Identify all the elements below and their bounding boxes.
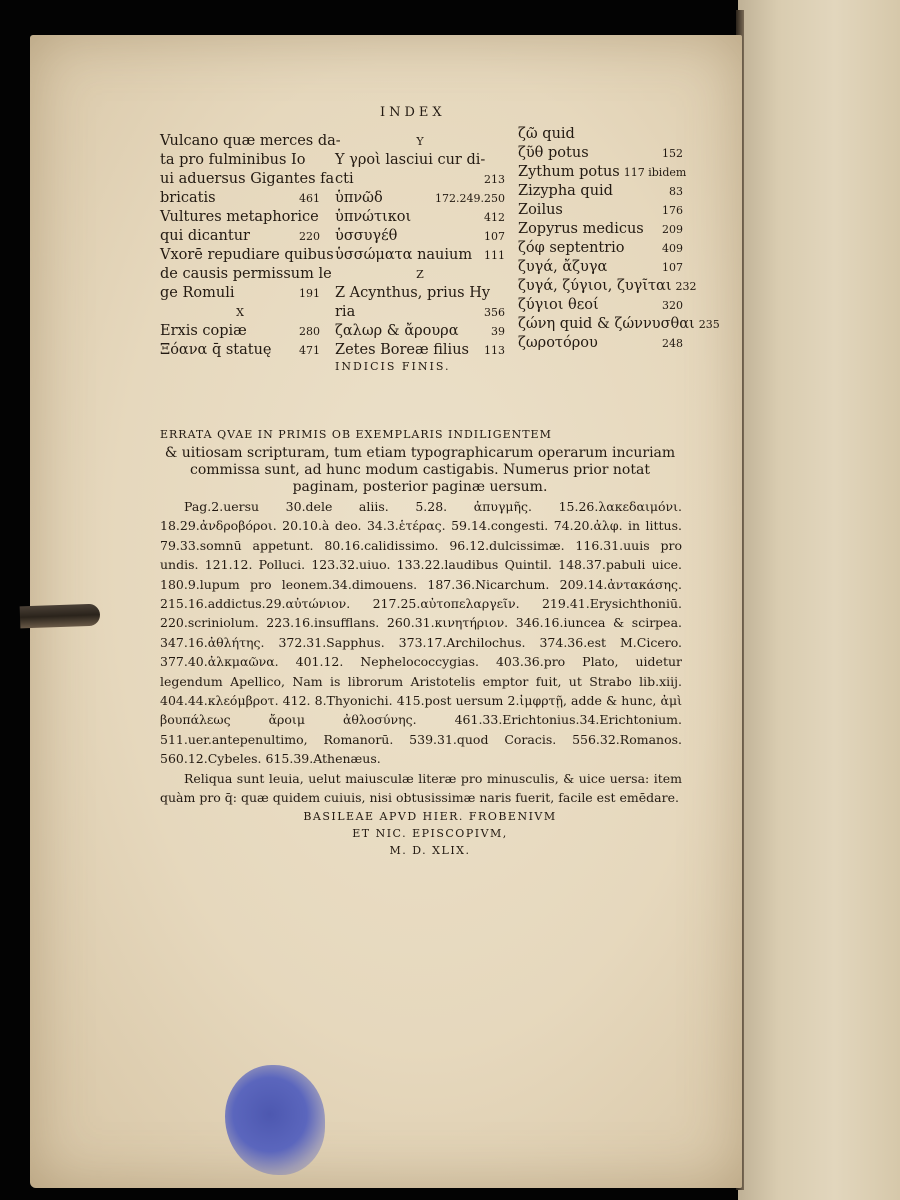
index-entry (160, 151, 320, 170)
index-entry-term: ζυγά, ζύγιοι, ζυγῖται (518, 278, 672, 294)
index-entry-term: Ζ Acynthus, prius Hy (335, 285, 491, 301)
index-entry (335, 284, 505, 303)
index-entry-term: Vulcano quæ merces da- (160, 133, 341, 149)
index-entry-page: 113 (484, 344, 505, 357)
index-entry-page: 152 (662, 147, 683, 160)
colophon (230, 808, 630, 859)
index-entry (518, 258, 683, 277)
index-entry (335, 227, 505, 246)
index-entries-v (160, 132, 341, 303)
index-entry-page: 471 (299, 344, 320, 357)
index-column-1 (160, 132, 341, 360)
index-entry-term: Zythum potus (518, 164, 620, 180)
index-entry (518, 125, 683, 144)
index-entry (335, 151, 505, 170)
index-entry-term: ζόφ septentrio (518, 240, 625, 256)
index-entry (518, 334, 683, 353)
index-entry (160, 322, 320, 341)
index-entry (160, 341, 320, 360)
index-entry (335, 341, 505, 360)
index-entry (335, 303, 505, 322)
index-entry-term: ὑσσώματα nauium (335, 247, 473, 263)
page-header: INDEX (380, 105, 446, 120)
index-entry (160, 265, 332, 284)
index-entry-term: ui aduersus Gigantes fa (160, 171, 335, 187)
index-entry-page: 409 (662, 242, 683, 255)
index-entry-term: ζῶ quid (518, 126, 575, 142)
index-entry (335, 246, 505, 265)
index-entry (518, 220, 683, 239)
index-entries-x (160, 322, 320, 360)
index-entry-term: Zoilus (518, 202, 563, 218)
index-entry-term: Zopyrus medicus (518, 221, 644, 237)
index-entry-page: 172.249.250 (435, 192, 505, 205)
index-entry-term: ζωροτόρου (518, 335, 598, 351)
index-entry (335, 322, 505, 341)
index-entry-term: ζαλωρ & ἄρουρα (335, 323, 459, 339)
index-entry (160, 246, 334, 265)
ink-stain (225, 1065, 325, 1175)
index-entry-term: ζώνη quid & ζώννυσθαι (518, 316, 695, 332)
section-letter-y: Y (416, 135, 424, 148)
index-column-3 (518, 125, 720, 353)
index-entry-term: Erxis copiæ (160, 323, 247, 339)
index-entry-term: ζύγιοι θεοί (518, 297, 599, 313)
index-entry (160, 208, 320, 227)
index-entries-y (335, 151, 505, 265)
index-entry-page: 235 (698, 318, 720, 331)
index-entry (518, 144, 683, 163)
index-entry-page: 191 (299, 287, 320, 300)
index-entry (160, 189, 320, 208)
index-entry-term: de causis permissum le (160, 266, 332, 282)
index-entry-term: ta pro fulminibus Io (160, 152, 306, 168)
index-entry-term: Ξόανα q̄ statuę (160, 342, 272, 358)
index-entry (335, 208, 505, 227)
colophon-line-2: ET NIC. EPISCOPIVM, (352, 827, 508, 840)
index-entry-page: 412 (484, 211, 505, 224)
index-entry (335, 189, 505, 208)
index-entry (160, 170, 335, 189)
index-entry (518, 315, 720, 334)
index-entry-term: ὑσσυγέθ (335, 228, 398, 244)
index-entry-page: 213 (484, 173, 505, 186)
index-entry-term: qui dicantur (160, 228, 250, 244)
index-entry (335, 170, 505, 189)
index-entry-page: 248 (662, 337, 683, 350)
index-entry-term: Zizypha quid (518, 183, 613, 199)
section-letter-x: X (236, 306, 244, 319)
index-entry-term: ζυγά, ἄζυγα (518, 259, 608, 275)
index-entry-term: cti (335, 171, 354, 187)
index-entry (160, 284, 320, 303)
index-entry-term: bricatis (160, 190, 216, 206)
index-entry-page: 280 (299, 325, 320, 338)
index-entry (518, 277, 697, 296)
index-entry-term: Vultures metaphorice (160, 209, 319, 225)
index-entry (518, 182, 683, 201)
index-entry-page: 320 (662, 299, 683, 312)
index-entries-zeta (518, 125, 720, 353)
index-entry-page: 39 (491, 325, 505, 338)
next-page-edge (738, 0, 900, 1200)
index-entry-page: 117 ibidem (623, 166, 687, 179)
index-entry-term: ria (335, 304, 356, 320)
index-entry-page: 176 (662, 204, 683, 217)
index-entry (518, 239, 683, 258)
index-entry (518, 201, 683, 220)
index-end-marker: INDICIS FINIS. (335, 360, 451, 373)
colophon-line-3: M. D. XLIX. (389, 844, 471, 857)
colophon-line-1: BASILEAE APVD HIER. FROBENIVM (303, 810, 557, 823)
index-entry (160, 227, 320, 246)
index-entry-term: ὑπνῶδ (335, 190, 383, 206)
index-entry-page: 107 (484, 230, 505, 243)
errata-body (160, 497, 682, 808)
errata-intro: & uitiosam scripturam, tum etiam typographicarum operarum incuriam commissa sunt, ad hunc modum castigabis. Numerus prior notat paginam, posterior paginæ uersum. (164, 445, 676, 495)
errata-title: ERRATA QVAE IN PRIMIS OB EXEMPLARIS INDILIGENTEM (160, 428, 552, 441)
index-entry-page: 111 (484, 249, 505, 262)
section-letter-z: Z (416, 268, 424, 281)
index-entry-term: Vxorē repudiare quibus (160, 247, 334, 263)
index-entry (160, 132, 341, 151)
index-entry-page: 461 (299, 192, 320, 205)
index-entry (518, 296, 683, 315)
errata-closing: Reliqua sunt leuia, uelut maiusculæ literæ pro minusculis, & uice uersa: item quàm pro q̄: quæ quidem cuiuis, nisi obtusissimæ naris fuerit, facile est emēdare. (160, 770, 682, 806)
index-entry-term: ὑπνώτικοι (335, 209, 412, 225)
index-entry-page: 107 (662, 261, 683, 274)
index-entry-term: Υ γροὶ lasciui cur di- (335, 152, 486, 168)
index-entry (518, 163, 687, 182)
index-column-2 (335, 132, 505, 360)
index-entry-term: Zetes Boreæ filius (335, 342, 469, 358)
index-entry-page: 220 (299, 230, 320, 243)
index-entry-page: 232 (675, 280, 697, 293)
index-entry-term: ζῦθ potus (518, 145, 589, 161)
index-entries-z (335, 284, 505, 360)
bookmark-ribbon (20, 604, 101, 629)
errata-list: Pag.2.uersu 30.dele aliis. 5.28. ἀπυγμῆς. 15.26.λακεδαιμόνι. 18.29.ἀνδροβόροι. 20.10.à deo. 34.3.ἑτέρας. 59.14.congesti. 74.20.ἀλφ. in littus. 79.33.somnū appetunt. 80.16.calidissimo. 96.12.dulcissimæ. 116.31.uuis pro undis. 121.12. Polluci. 123.32.uiuo. 133.22.laudibus Quintil. 148.37.pabuli uice. 180.9.lupum pro leonem.34.dimouens. 187.36.Nicarchum. 209.14.ἀντακάσης. 215.16.addictus.29.αὐτώνιον. 217.25.αὐτοπελαργεῖν. 219.41.Erysichthoniū. 220.scriniolum. 223.16.insufflans. 260.31.κινητήριον. 346.16.iuncea & scirpea. 347.16.ἀθλήτης. 372.31.Sapphus. 373.17.Archilochus. 374.36.est M.Cicero. 377.40.ἀλκμαῶνα. 401.12. Nephelococcygias. 403.36.pro Plato, uidetur legendum Apellico, Nam is librorum Aristotelis emptor fuit, ut Strabo lib.xiij. 404.44.κλεόμβροτ. 412. 8.Thyonichi. 415.post uersum 2.ἰμφρτῇ, adde & hunc, ἀμὶ βουπάλεως ἄροιμ ἀθλοσύνης. 461.33.Erichtonius.34.Erichtonium. 511.uer.antepenultimo, Romanorū. 539.31.quod Coracis. 556.32.Romanos. 560.12.Cybeles. 615.39.Athenæus. (160, 499, 682, 767)
index-entry-page: 209 (662, 223, 683, 236)
index-entry-term: ge Romuli (160, 285, 235, 301)
index-entry-page: 83 (669, 185, 683, 198)
index-entry-page: 356 (484, 306, 505, 319)
